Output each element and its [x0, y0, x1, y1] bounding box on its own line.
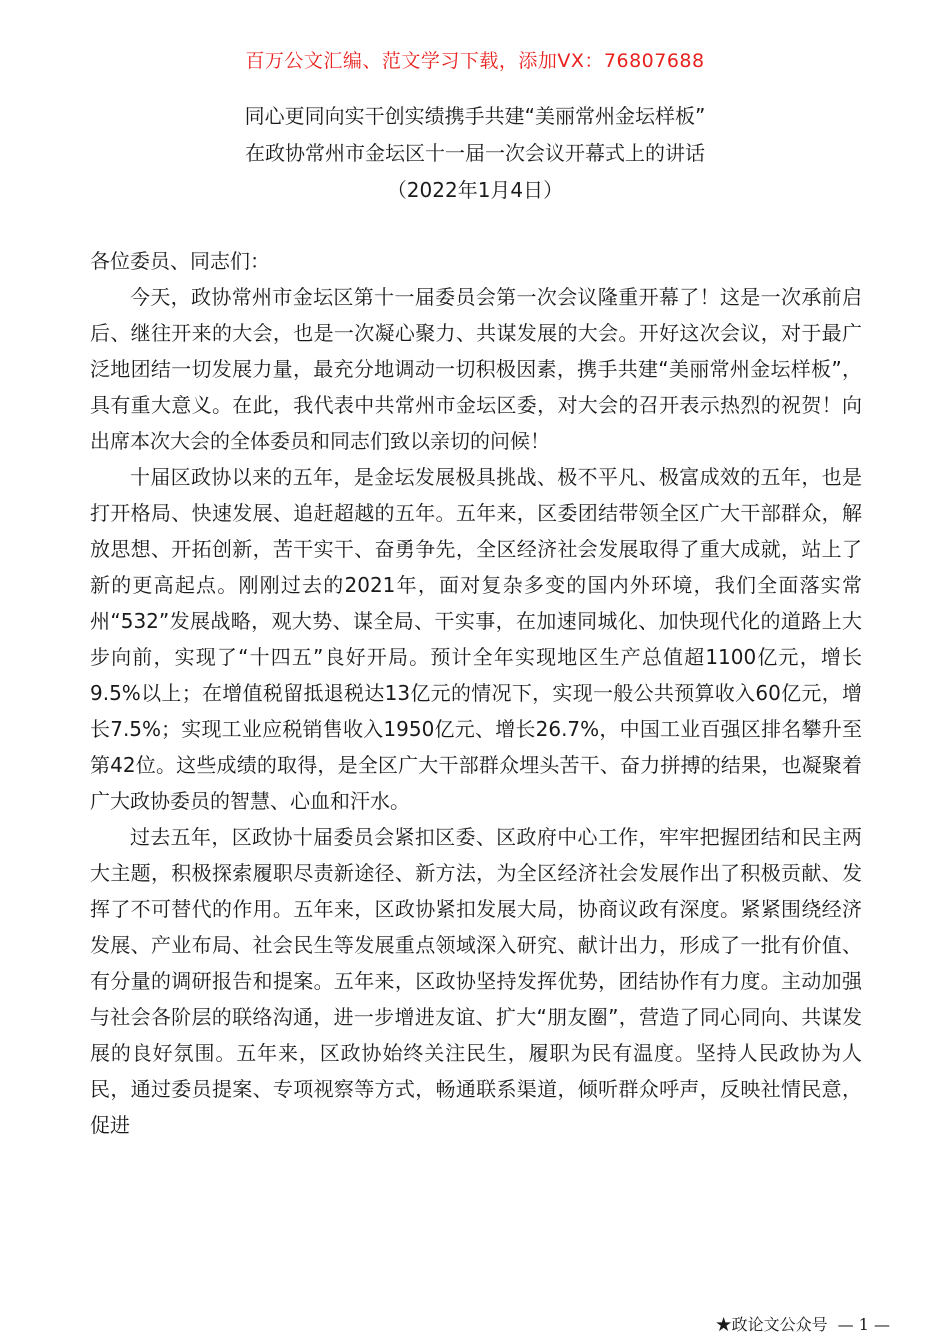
- page-number: — 1 —: [837, 1315, 890, 1334]
- salutation: 各位委员、同志们：: [90, 249, 270, 273]
- document-subtitle: 在政协常州市金坛区十一届一次会议开幕式上的讲话: [245, 141, 705, 165]
- document-title: 同心更同向实干创实绩携手共建“美丽常州金坛样板”: [244, 104, 706, 128]
- paragraph: 今天，政协常州市金坛区第十一届委员会第一次会议隆重开幕了！这是一次承前启后、继往开来的大会，也是一次凝心聚力、共谋发展的大会。开好这次会议，对于最广泛地团结一切发展力量，最充分地调动一切积极因素，携手共建“美丽常州金坛样板”，具有重大意义。在此，我代表中共常州市金坛区委，对大会的召开表示热烈的祝贺！向出席本次大会的全体委员和同志们致以亲切的问候！: [90, 285, 862, 453]
- footer-source: ★政论文公众号: [715, 1315, 828, 1334]
- document-date: （2022年1月4日）: [386, 178, 564, 202]
- page-footer: [716, 1312, 890, 1335]
- document-body: [90, 243, 862, 1143]
- paragraph: 十届区政协以来的五年，是金坛发展极具挑战、极不平凡、极富成效的五年，也是打开格局、快速发展、追赶超越的五年。五年来，区委团结带领全区广大干部群众，解放思想、开拓创新，苦干实干、奋勇争先，全区经济社会发展取得了重大成就，站上了新的更高起点。刚刚过去的2021年，面对复杂多变的国内外环境，我们全面落实常州“532”发展战略，观大势、谋全局、干实事，在加速同城化、加快现代化的道路上大步向前，实现了“十四五”良好开局。预计全年实现地区生产总值超1100亿元，增长9.5%以上；在增值税留抵退税达13亿元的情况下，实现一般公共预算收入60亿元，增长7.5%；实现工业应税销售收入1950亿元、增长26.7%，中国工业百强区排名攀升至第42位。这些成绩的取得，是全区广大干部群众埋头苦干、奋力拼搏的结果，也凝聚着广大政协委员的智慧、心血和汗水。: [90, 465, 862, 813]
- paragraph: 过去五年，区政协十届委员会紧扣区委、区政府中心工作，牢牢把握团结和民主两大主题，积极探索履职尽责新途径、新方法，为全区经济社会发展作出了积极贡献、发挥了不可替代的作用。五年来，区政协紧扣发展大局，协商议政有深度。紧紧围绕经济发展、产业布局、社会民生等发展重点领域深入研究、献计出力，形成了一批有价值、有分量的调研报告和提案。五年来，区政协坚持发挥优势，团结协作有力度。主动加强与社会各阶层的联络沟通，进一步增进友谊、扩大“朋友圈”，营造了同心同向、共谋发展的良好氛围。五年来，区政协始终关注民生，履职为民有温度。坚持人民政协为人民，通过委员提案、专项视察等方式，畅通联系渠道，倾听群众呼声，反映社情民意，促进: [90, 825, 862, 1137]
- header-banner: 百万公文汇编、范文学习下载，添加VX：76807688: [245, 50, 705, 72]
